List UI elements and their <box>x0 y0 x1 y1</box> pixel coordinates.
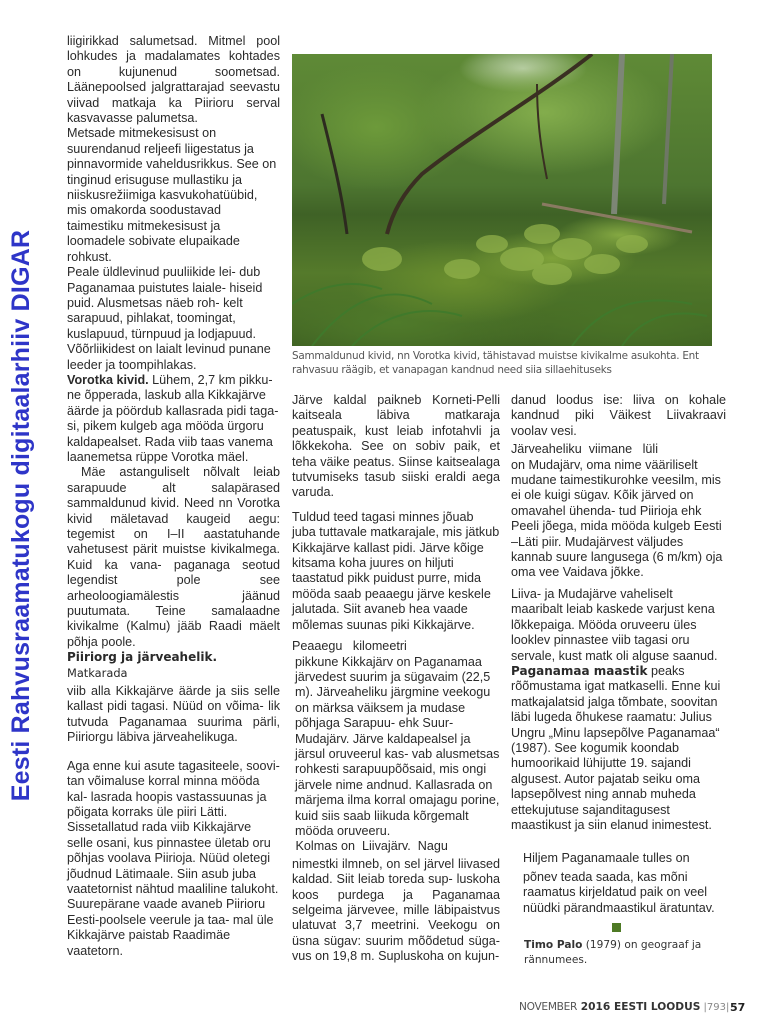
article-column-1 <box>67 34 280 959</box>
photo-caption: Sammaldunud kivid, nn Vorotka kivid, tähistavad muistse kivikalme asukohta. Ent rahvasuu räägib, et vanapagan kandnud need siia sillaehituseks <box>292 350 699 376</box>
footer-magazine: EESTI LOODUS <box>613 1001 701 1013</box>
article-column-3 <box>511 393 726 916</box>
paragraph: Tuldud teed tagasi minnes jõuab juba tuttavale matkarajale, mis jätkub Kikkajärve kallast pidi. Järve kõige kitsama koha juures on hiljuti taastatud pikk puidust purre, mida mööda saab peaaegu järve keskele jalutada. Siit avaneb hea vaade mõlemas suunas piki Kikkajärve. <box>292 509 500 632</box>
paragraph: Järve kaldal paikneb Korneti-Pelli kaitseala läbiva matkaraja peatuspaik, kust leiab infotahvli ja lõkkekoha. See on sobiv paik, et teha väike peatus. Siinse kaitsealaga tutvumiseks tasub siiski eraldi aega varuda. <box>292 393 500 500</box>
page-number: 57 <box>730 1001 746 1014</box>
paragraph: viib alla Kikkajärve äärde ja siis selle kallast pidi tagasi. Nüüd on võima- lik tutvuda Paganamaa suurima pärli, Piiriorgu läbiva järveahelikuga. <box>67 684 280 745</box>
watermark-text: Eesti Rahvusraamatukogu digitaalarhiiv DIGAR <box>7 229 36 801</box>
paragraph: pikkune Kikkajärv on Paganamaa järvedest suurim ja sügavaim (22,5 m). Järveaheliku järgmine veekogu on märksa väiksem ja mudase põhjaga Sarapuu- ehk Suur-Mudajärv. Järve kaldapealsel ja järsul oruveerul kas- vab alusmetsas rohkesti sarapuupõõsaid, mis ongi järvele nime andnud. Kallasrada on märjema ilma korral omajagu porine, kuid siis saab liikuda kõrgemalt mööda oruveeru. <box>295 654 500 838</box>
paragraph <box>67 373 280 465</box>
author-bio <box>524 938 734 968</box>
section-heading-paganamaa: Paganamaa maastik <box>511 663 648 678</box>
footer-month: NOVEMBER <box>519 1001 578 1013</box>
paragraph: Aga enne kui asute tagasiteele, soovi- tan võimaluse korral minna mööda kal- lasrada hoopis vastassuunas ja põigata korraks üle piiri Lätti. Sissetallatud rada viib Kikkajärve selle osani, kus pinnastee ületab oru põhjas voolava Piirioja. Nüüd oletegi jõudnud Lätimaale. Siin asub juba vaatetornist nähtud maaliline talukoht. Suurepärane vaade avaneb Piirioru Eesti-poolsele veerule ja taa- mal üle Kikkajärve paistab Raadimäe vaatetorn. <box>67 758 280 958</box>
paragraph-lead: Matkarada <box>67 665 128 680</box>
paragraph: liigirikkad salumetsad. Mitmel pool lohkudes ja madalamates kohtades on kujunenud soometsad. Läänepoolsed jalgrattarajad seevastu viivad matkaja ka Piirioru serval kasvavasse palumetsa. <box>67 34 280 126</box>
page-footer <box>519 1001 749 1017</box>
footer-issue: |793| <box>700 1002 730 1013</box>
paragraph-text: Lühem, 2,7 km pikku- ne õpperada, laskub alla Kikkajärve äärde ja pöördub kallasrada pidi taga- si, pikem kulgeb aga mööda ürgoru kaldapealset. Rada viib taas vanema laanemetsa rüppe Vorotka mäel. <box>67 372 279 464</box>
footer-year: 2016 <box>577 1001 614 1013</box>
paragraph <box>67 650 280 681</box>
article-column-2 <box>292 393 500 965</box>
forest-photo <box>292 54 712 346</box>
author-name: Timo Palo <box>524 939 583 951</box>
section-heading-vorotka: Vorotka kivid. <box>67 372 149 387</box>
paragraph: Metsade mitmekesisust on suurendanud reljeefi liigestatus ja pinnavormide vaheldusrikkus. See on tinginud erisuguse mullastiku ja niiskusrežiimiga kasvukohatüübid, mis omakorda soodustavad taimestiku mitmekesisust ja loomadele sobivate elupaikade rohkust. <box>67 126 277 264</box>
paragraph-lead: Kolmas on Liivajärv. Nagu <box>292 839 448 854</box>
paragraph-lead: Peaaegu kilomeetri <box>292 639 407 654</box>
paragraph <box>511 664 726 833</box>
paragraph-lead: Järveaheliku viimane lüli <box>511 442 658 457</box>
paragraph-lead: Hiljem Paganamaale tulles on <box>523 851 690 866</box>
paragraph-text: peaks rõõmustama igat matkaselli. Enne kui matkajalatsid jalga tõmbate, soovitan läbi lugeda õhukese raamatu: Julius Ungru „Minu lapsepõlve Paganamaa“ (1987). See kogumik koondab humoorikaid lühijutte 19. sajandi algusest. Autor pajatab seiku oma lapsepõlvest ning annab muheda ettekujutuse sajanditagusest maastikust ja siin elanud inimestest. <box>511 663 721 832</box>
paragraph: põnev teada saada, kas mõni raamatus kirjeldatud paik on veel nüüdki pärandmaastikul äratuntav. <box>523 869 715 915</box>
paragraph: danud loodus ise: liiva on kohale kandnud piki Väikest Liivakraavi voolav vesi. <box>511 393 726 438</box>
paragraph: on Mudajärv, oma nime vääriliselt mudane taimestikurohke veesilm, mis ei ole kuigi sügav. Kõik järved on omavahel ühenda- tud Piirioja ehk Peeli jõega, mida mööda kulgeb Eesti –Läti piir. Mudajärvest väljudes kannab suure langusega (6 m/km) oja oma vee Vaidava jõkke. <box>511 457 723 580</box>
photo-illustration <box>292 54 712 346</box>
paragraph: nimestki ilmneb, on sel järvel liivased kaldad. Siit leiab toreda sup- luskoha koos purdega ja Paganamaa selgeima järvevee, mille läbipaistvus ulatuvat 3,7 meetrini. Veekogu on üsna sügav: suurim mõõdetud süga- vus on 19,8 m. Supluskoha on kujun- <box>292 856 500 964</box>
paragraph: Peale üldlevinud puuliikide lei- dub Paganamaa puistutes laiale- hiseid puid. Alusmetsas näeb roh- kelt sarapuud, pihlakat, toomingat, kuslapuud, türnpuud ja lodjapuud. Võõrliikidest on laialt levinud punane leeder ja toompihlakas. <box>67 265 271 372</box>
paragraph: Mäe astanguliselt nõlvalt leiab sarapuude alt salapärased sammaldunud kivid. Need nn Vorotka kivid mäletavad kaugeid aegu: tegemist on I–II aastatuhande vahetusest pärit muistse kivikalmega. Kuid ka vana- paganaga seotud legendist pole see arheoloogiamälestis jäänud puutumata. Teine samalaadne kivikalme (Kalmu) jääb Raadi mäelt põhja poole. <box>67 465 280 649</box>
paragraph: Liiva- ja Mudajärve vaheliselt maaribalt leiab kaskede varjust kena lõkkepaiga. Mööda oruveeru üles looklev pinnastee viib tagasi oru servale, kust matk oli alguse saanud. <box>511 586 718 663</box>
end-of-article-mark <box>612 923 621 932</box>
archive-watermark <box>2 225 42 805</box>
author-description: (1979) on geograaf ja rännumees. <box>524 939 702 966</box>
section-heading-piiriorg: Piiriorg ja järveahelik. <box>67 650 218 665</box>
